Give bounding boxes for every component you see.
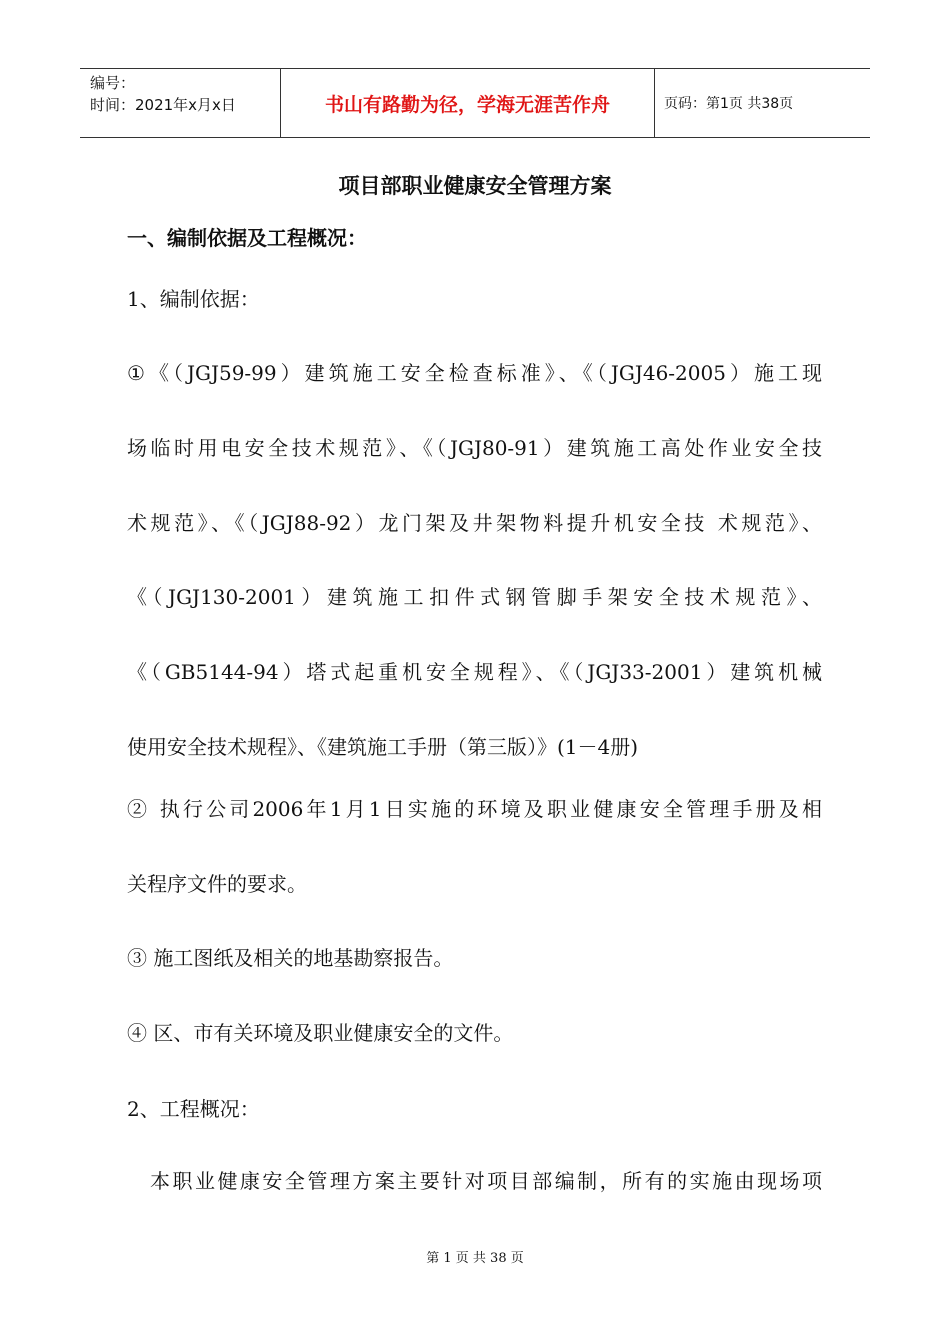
number-label: 编号：: [90, 74, 136, 92]
document-header: [80, 68, 870, 138]
paragraph-line: ② 执行公司2006年1月1日实施的环境及职业健康安全管理手册及相: [127, 797, 822, 821]
paragraph-line: ④ 区、市有关环境及职业健康安全的文件。: [127, 1021, 514, 1045]
paragraph-line: 2、工程概况：: [127, 1097, 260, 1121]
paragraph-line: 术规范》、《（JGJ88-92）龙门架及井架物料提升机安全技 术规范》、: [127, 511, 822, 535]
header-motto: 书山有路勤为径，学海无涯苦作舟: [324, 93, 610, 116]
document-title: 项目部职业健康安全管理方案: [338, 174, 612, 198]
time-label: 时间：2021年x月x日: [90, 96, 236, 114]
paragraph-line: ①《（JGJ59-99）建筑施工安全检查标准》、《（JGJ46-2005）施工现: [127, 361, 822, 385]
paragraph-line: 1、编制依据：: [127, 287, 260, 311]
paragraph-line: ③ 施工图纸及相关的地基勘察报告。: [127, 946, 454, 970]
section-heading: 一、编制依据及工程概况：: [127, 226, 367, 250]
header-meta: [80, 69, 280, 137]
header-motto-cell: [280, 69, 655, 137]
paragraph-line: 使用安全技术规程》、《建筑施工手册（第三版）》(1－4册): [127, 735, 639, 759]
paragraph-line: 《（GB5144-94）塔式起重机安全规程》、《（JGJ33-2001）建筑机械: [127, 660, 822, 684]
paragraph-line: 本职业健康安全管理方案主要针对项目部编制，所有的实施由现场项: [150, 1169, 822, 1193]
paragraph-line: 关程序文件的要求。: [127, 872, 307, 896]
page-footer: 第 1 页 共 38 页: [426, 1251, 524, 1266]
header-page-info: 页码：第1页 共38页: [664, 96, 794, 112]
paragraph-line: 场临时用电安全技术规范》、《（JGJ80-91）建筑施工高处作业安全技: [127, 436, 822, 460]
paragraph-line: 《（JGJ130-2001）建筑施工扣件式钢管脚手架安全技术规范》、: [127, 585, 822, 609]
